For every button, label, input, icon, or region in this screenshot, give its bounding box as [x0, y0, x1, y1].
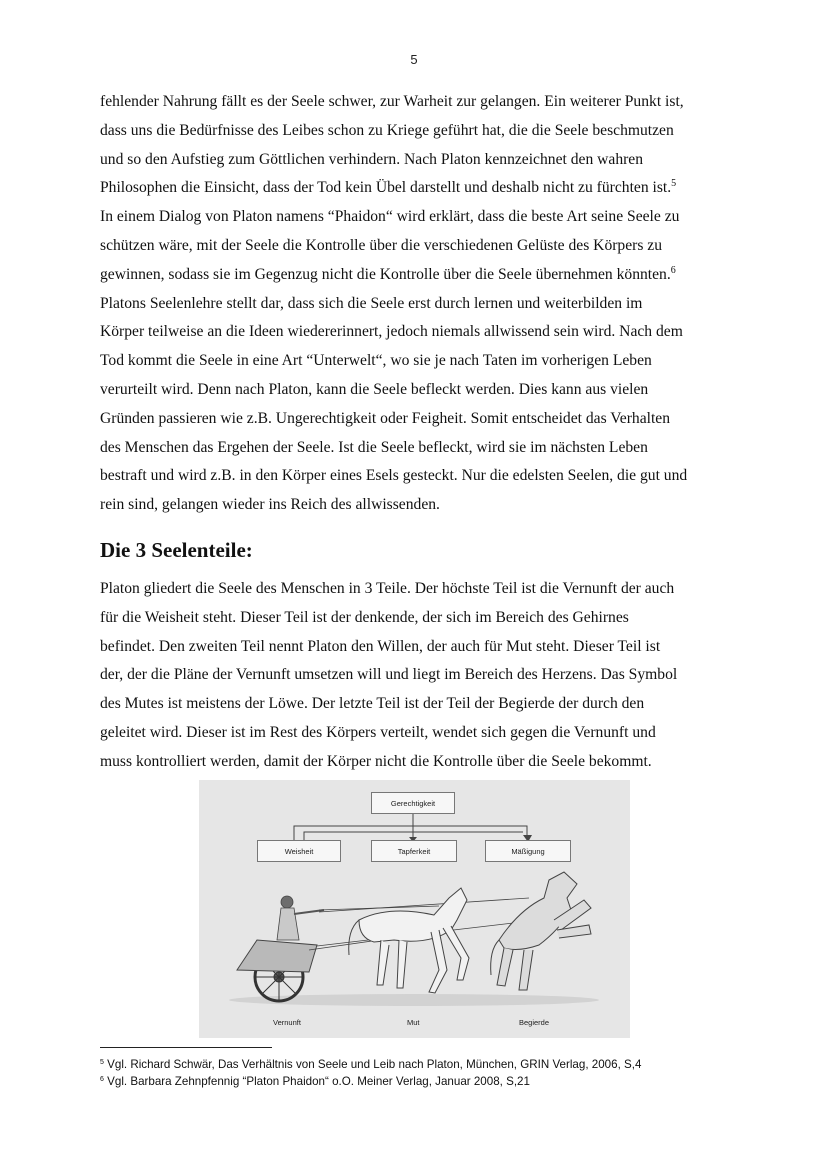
text-line: des Menschen das Ergehen der Seele. Ist die Seele befleckt, wird sie im nächsten Leben: [100, 438, 648, 456]
text-line: für die Weisheit steht. Dieser Teil ist der denkende, der sich im Bereich des Gehirnes: [100, 608, 629, 626]
text-line-with-footnote: [100, 174, 740, 203]
footnote-mark: 5: [100, 1059, 104, 1066]
text-line: Tod kommt die Seele in eine Art “Unterwelt“, wo sie je nach Taten im vorherigen Leben: [100, 352, 652, 370]
chariot-illustration: [199, 780, 630, 1038]
text-line: Körper teilweise an die Ideen wiedererinnert, jedoch niemals allwissend sein wird. Nach dem: [100, 323, 683, 341]
text-line: fehlender Nahrung fällt es der Seele schwer, zur Warheit zur gelangen. Ein weiterer Punkt ist,: [100, 93, 684, 110]
text-line: In einem Dialog von Platon namens “Phaidon“ wird erklärt, dass die beste Art seine Seele zu: [100, 208, 680, 226]
text-line: muss kontrolliert werden, damit der Körper nicht die Kontrolle über die Seele bekommt.: [100, 752, 652, 770]
footnote-text: Vgl. Barbara Zehnpfennig “Platon Phaidon“ o.O. Meiner Verlag, Januar 2008, S,21: [107, 1075, 530, 1088]
footnote-mark: 6: [100, 1076, 104, 1083]
text-line-with-footnote: [100, 261, 740, 290]
footnote-separator: [100, 1047, 272, 1048]
text-line: gewinnen, sodass sie im Gegenzug nicht die Kontrolle über die Seele übernehmen könnten.: [100, 265, 671, 283]
dark-horse: [491, 872, 591, 990]
temperance-box: Mäßigung: [485, 840, 571, 862]
charioteer: [277, 896, 324, 940]
text-line: und so den Aufstieg zum Göttlichen verhindern. Nach Platon kennzeichnet den wahren: [100, 150, 644, 168]
label-desire: Begierde: [519, 1018, 550, 1027]
paragraph-three-soul-parts: [100, 575, 740, 777]
paragraph-platon-soul: [100, 88, 740, 520]
text-line: Platons Seelenlehre stellt dar, dass sich die Seele erst durch lernen und weiterbilden im: [100, 294, 643, 312]
text-line: geleitet wird. Dieser ist im Rest des Körpers verteilt, wendet sich gegen die Vernunft und: [100, 723, 656, 741]
text-line: verurteilt wird. Denn nach Platon, kann die Seele befleckt werden. Dies kann aus vielen: [100, 380, 649, 398]
label-courage: Mut: [407, 1018, 420, 1027]
text-line: befindet. Den zweiten Teil nennt Platon den Willen, der auch für Mut steht. Dieser Teil ist: [100, 637, 661, 655]
label-reason: Vernunft: [273, 1018, 301, 1027]
text-line: der, der die Pläne der Vernunft umsetzen will und liegt im Bereich des Herzens. Das Symbol: [100, 666, 678, 684]
footnote-5: [100, 1058, 641, 1071]
text-line: Philosophen die Einsicht, dass der Tod kein Übel darstellt und deshalb nicht zu fürchten ist.: [100, 179, 672, 197]
text-line: Gründen passieren wie z.B. Ungerechtigkeit oder Feigheit. Somit entscheidet das Verhalten: [100, 409, 671, 427]
wisdom-box: Weisheit: [257, 840, 341, 862]
section-heading: Die 3 Seelenteile:: [100, 538, 253, 562]
footnote-ref-5[interactable]: 5: [671, 178, 677, 190]
justice-box: Gerechtigkeit: [371, 792, 455, 814]
text-line: rein sind, gelangen wieder ins Reich des allwissenden.: [100, 496, 440, 514]
text-line: dass uns die Bedürfnisse des Leibes schon zu Kriege geführt hat, die die Seele beschmutzen: [100, 121, 674, 139]
text-line: Platon gliedert die Seele des Menschen in 3 Teile. Der höchste Teil ist die Vernunft der auch: [100, 580, 675, 597]
footnote-text: Vgl. Richard Schwär, Das Verhältnis von Seele und Leib nach Platon, München, GRIN Verlag, 2006, S,4: [107, 1058, 642, 1071]
text-line: des Mutes ist meistens der Löwe. Der letzte Teil ist der Teil der Begierde der durch den: [100, 695, 645, 713]
footnote-ref-6[interactable]: 6: [670, 264, 676, 276]
page-number: 5: [410, 52, 418, 67]
text-line: schützen wäre, mit der Seele die Kontrolle über die verschiedenen Gelüste des Körpers zu: [100, 236, 663, 254]
chariot-allegory-figure: [199, 780, 630, 1038]
text-line: bestraft und wird z.B. in den Körper eines Esels gesteckt. Nur die edelsten Seelen, die gut und: [100, 467, 688, 485]
courage-box: Tapferkeit: [371, 840, 457, 862]
footnote-6: [100, 1075, 530, 1088]
